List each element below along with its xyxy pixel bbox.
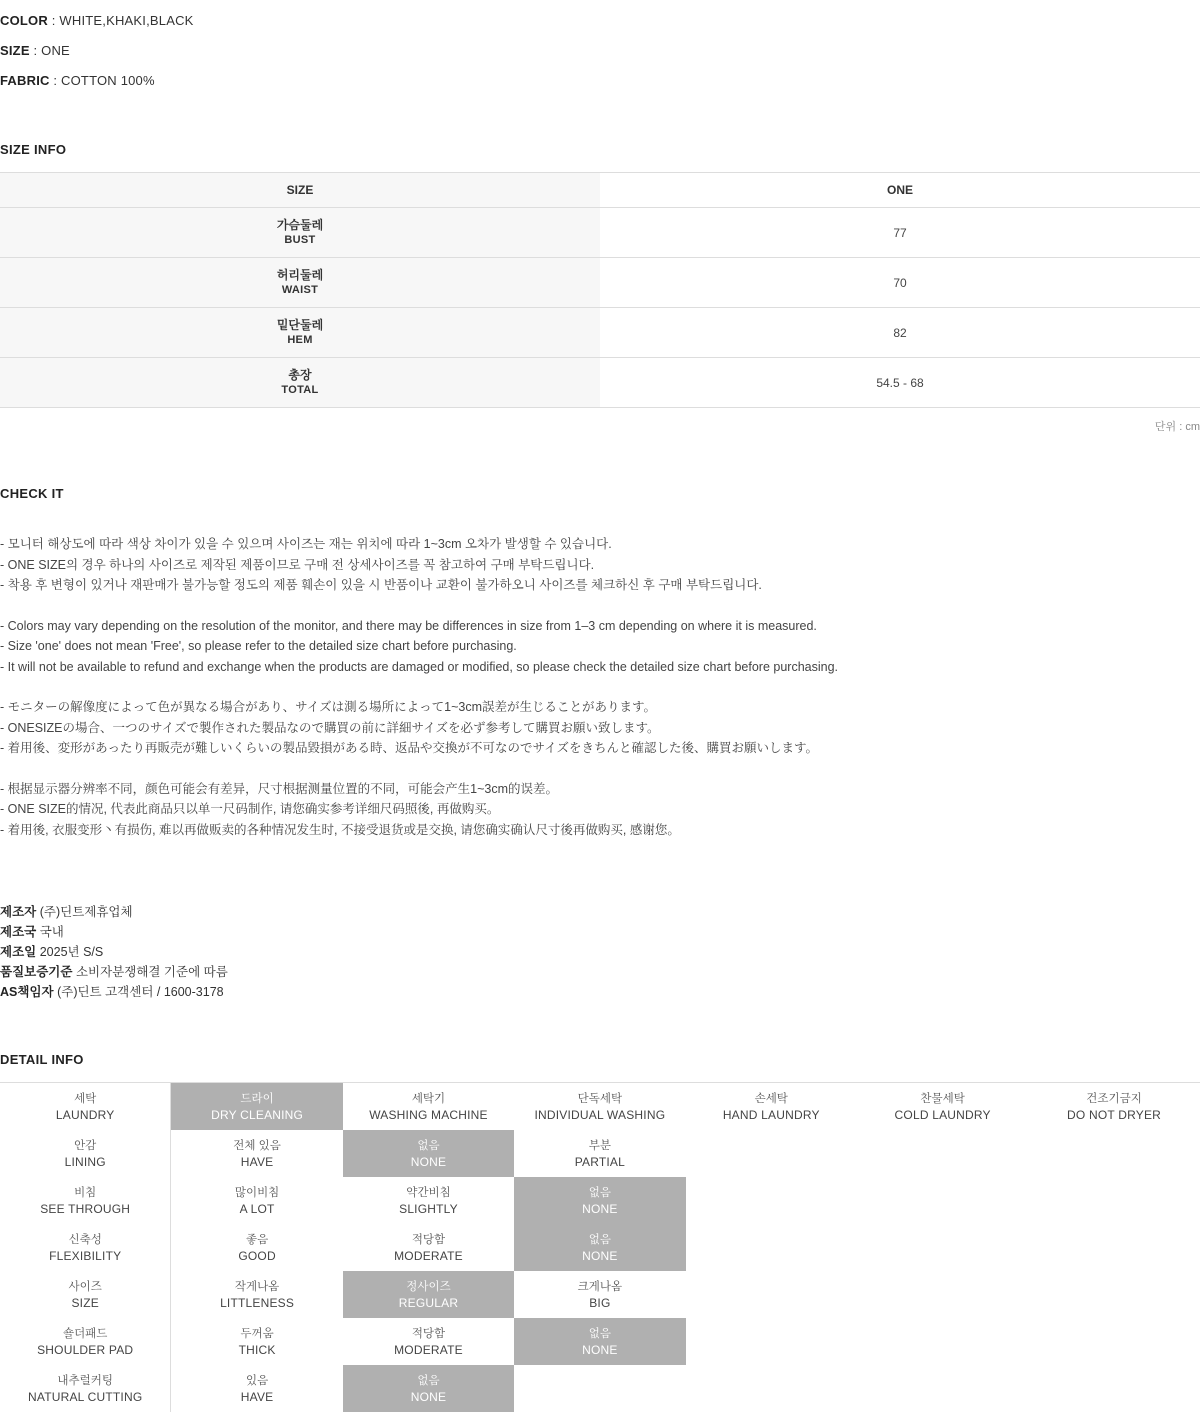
spec-color-key: COLOR [0,13,48,28]
detail-option[interactable]: 드라이 DRY CLEANING [171,1083,342,1130]
maker-key: 제조국 [0,925,37,939]
note-line: - 착용 후 변형이 있거나 재판매가 불가능할 정도의 제품 훼손이 있을 시 반품이나 교환이 불가하오니 사이즈를 체크하신 후 구매 부탁드립니다. [0,578,762,592]
detail-option[interactable]: 약간비침 SLIGHTLY [399,1186,458,1216]
header-size: SIZE [0,173,600,208]
detail-option[interactable]: 전체 있음 HAVE [233,1139,281,1169]
note-line: - Colors may vary depending on the resolution of the monitor, and there may be differences in size from 1–3 cm depending on where it is measured. [0,618,817,633]
detail-option[interactable]: 정사이즈 REGULAR [343,1271,514,1318]
row-label-bust [0,208,600,258]
row-label-kr: 가슴둘레 [276,217,324,232]
row-label-kr: 밑단둘레 [276,317,324,332]
detail-option[interactable]: 부분 PARTIAL [574,1139,626,1169]
spec-size-key: SIZE [0,43,30,58]
note-line: - 根据显示器分辨率不同，颜色可能会有差异，尺寸根据测量位置的不同，可能会产生1~3cm的误差。 [0,781,559,796]
row-value-total: 54.5 - 68 [600,358,1200,408]
header-one: ONE [600,173,1200,208]
row-value-hem: 82 [600,308,1200,358]
maker-value: 소비자분쟁해결 기준에 따름 [75,965,228,979]
size-info-table [0,172,1200,408]
detail-category-shoulder-pad: 숄더패드 SHOULDER PAD [0,1318,171,1365]
check-it-title: CHECK IT [0,486,64,501]
note-line: - ONE SIZE의 경우 하나의 사이즈로 제작된 제품이므로 구매 전 상세사이즈를 꼭 참고하여 구매 부탁드립니다. [0,557,595,572]
spacer [0,1002,1200,1052]
size-info-title: SIZE INFO [0,142,67,157]
detail-option[interactable]: 없음 NONE [343,1365,514,1412]
table-header-row [0,173,1200,208]
maker-key: 제조자 [0,905,37,919]
note-line: - Size 'one' does not mean 'Free', so please refer to the detailed size chart before purchasing. [0,639,517,653]
note-blank [0,677,1200,697]
detail-option[interactable]: 없음 NONE [514,1224,685,1271]
detail-option[interactable]: 있음 HAVE [240,1374,274,1404]
detail-option-empty [686,1318,857,1365]
detail-option[interactable]: 찬물세탁 COLD LAUNDRY [894,1092,991,1122]
spec-fabric-value: : COTTON 100% [53,73,155,88]
detail-option-empty [857,1224,1028,1271]
spec-size-value: : ONE [33,43,70,58]
detail-category-natural-cutting: 내추럴커팅 NATURAL CUTTING [0,1365,171,1412]
table-row [0,258,1200,308]
detail-option[interactable]: 크게나옴 BIG [577,1280,623,1310]
detail-option-empty [1028,1365,1199,1412]
maker-warranty [0,962,1200,982]
maker-value: 2025년 S/S [39,945,104,959]
detail-option-empty [1028,1224,1199,1271]
detail-option[interactable]: 손세탁 HAND LAUNDRY [722,1092,820,1122]
note-line: - 着用後、変形があったり再販売が難しいくらいの製品毀損がある時、返品や交換が不可なのでサイズをきちんと確認した後、購買お願いします。 [0,741,819,755]
detail-option-empty [514,1365,685,1412]
maker-as-contact [0,982,1200,1002]
maker-value: (주)딘트제휴업체 [39,905,133,919]
row-label-en: TOTAL [281,383,319,396]
detail-category-laundry: 세탁 LAUNDRY [0,1083,171,1130]
maker-key: 품질보증기준 [0,965,73,979]
detail-info-title: DETAIL INFO [0,1052,84,1067]
spec-color [0,6,1200,36]
detail-option-empty [686,1130,857,1177]
row-label-kr: 허리둘레 [276,267,324,282]
size-unit-note: 단위 : cm [1154,421,1200,433]
detail-category-see-through: 비침 SEE THROUGH [0,1177,171,1224]
table-row [0,358,1200,408]
spec-fabric [0,66,1200,96]
detail-option-empty [686,1365,857,1412]
row-label-en: HEM [287,333,313,346]
detail-option[interactable]: 건조기금지 DO NOT DRYER [1067,1092,1162,1122]
spacer [0,96,1200,142]
detail-option[interactable]: 없음 NONE [343,1130,514,1177]
note-line: - It will not be available to refund and exchange when the products are damaged or modified, so please check the detailed size chart before purchasing. [0,659,839,674]
maker-key: AS책임자 [0,985,54,999]
table-row [0,208,1200,258]
detail-option-empty [686,1177,857,1224]
maker-date [0,942,1200,962]
detail-option[interactable]: 없음 NONE [514,1318,685,1365]
spacer [0,434,1200,486]
detail-option-empty [857,1177,1028,1224]
detail-option-empty [686,1224,857,1271]
detail-option[interactable]: 적당함 MODERATE [394,1233,463,1263]
check-it-notes [0,516,1200,840]
maker-value: 국내 [39,925,64,939]
detail-category-size: 사이즈 SIZE [0,1271,171,1318]
detail-info-grid [0,1082,1200,1412]
spec-color-value: : WHITE,KHAKI,BLACK [51,13,194,28]
maker-country [0,922,1200,942]
note-line: - モニターの解像度によって色が異なる場合があり、サイズは測る場所によって1~3cm誤差が生じることがあります。 [0,700,657,714]
detail-option-empty [1028,1271,1199,1318]
detail-option-empty [857,1271,1028,1318]
detail-option-empty [857,1130,1028,1177]
note-line: - 着用後, 衣服变形丶有损伤, 难以再做贩卖的各种情况发生时, 不接受退货或是交换, 请您确实确认尺寸後再做购买, 感谢您。 [0,822,680,837]
row-label-hem [0,308,600,358]
note-blank [0,596,1200,616]
maker-value: (주)딘트 고객센터 / 1600-3178 [57,985,224,999]
spec-size [0,36,1200,66]
row-label-en: WAIST [281,283,319,296]
note-blank [0,759,1200,779]
detail-option-empty [857,1318,1028,1365]
detail-option-empty [686,1271,857,1318]
row-value-bust: 77 [600,208,1200,258]
maker-key: 제조일 [0,945,37,959]
detail-option-empty [1028,1318,1199,1365]
row-label-waist [0,258,600,308]
spacer [0,840,1200,902]
maker-manufacturer [0,902,1200,922]
row-label-kr: 총장 [288,367,312,382]
maker-info [0,902,1200,1002]
spec-fabric-key: FABRIC [0,73,50,88]
row-label-total [0,358,600,408]
note-line: - 모니터 해상도에 따라 색상 차이가 있을 수 있으며 사이즈는 재는 위치에 따라 1~3cm 오차가 발생할 수 있습니다. [0,537,612,551]
detail-option[interactable]: 두꺼움 THICK [238,1327,276,1357]
detail-option[interactable]: 없음 NONE [514,1177,685,1224]
detail-option-empty [1028,1177,1199,1224]
detail-option-empty [1028,1130,1199,1177]
detail-option[interactable]: 많이비침 A LOT [234,1186,280,1216]
detail-option[interactable]: 단독세탁 INDIVIDUAL WASHING [534,1092,666,1122]
note-line: - ONE SIZE的情况, 代表此商品只以单一尺码制作, 请您确实参考详细尺码照後, 再做购买。 [0,802,500,816]
row-value-waist: 70 [600,258,1200,308]
detail-category-flexibility: 신축성 FLEXIBILITY [0,1224,171,1271]
detail-option[interactable]: 작게나옴 LITTLENESS [220,1280,295,1310]
detail-category-lining: 안감 LINING [0,1130,171,1177]
note-line: - ONESIZEの場合、一つのサイズで製作された製品なので購買の前に詳細サイズを必ず参考して購買お願い致します。 [0,720,660,735]
table-row [0,308,1200,358]
detail-option[interactable]: 좋음 GOOD [238,1233,276,1263]
detail-option-empty [857,1365,1028,1412]
row-label-en: BUST [284,233,316,246]
spec-list [0,6,1200,96]
detail-option[interactable]: 세탁기 WASHING MACHINE [369,1092,488,1122]
detail-option[interactable]: 적당함 MODERATE [394,1327,463,1357]
